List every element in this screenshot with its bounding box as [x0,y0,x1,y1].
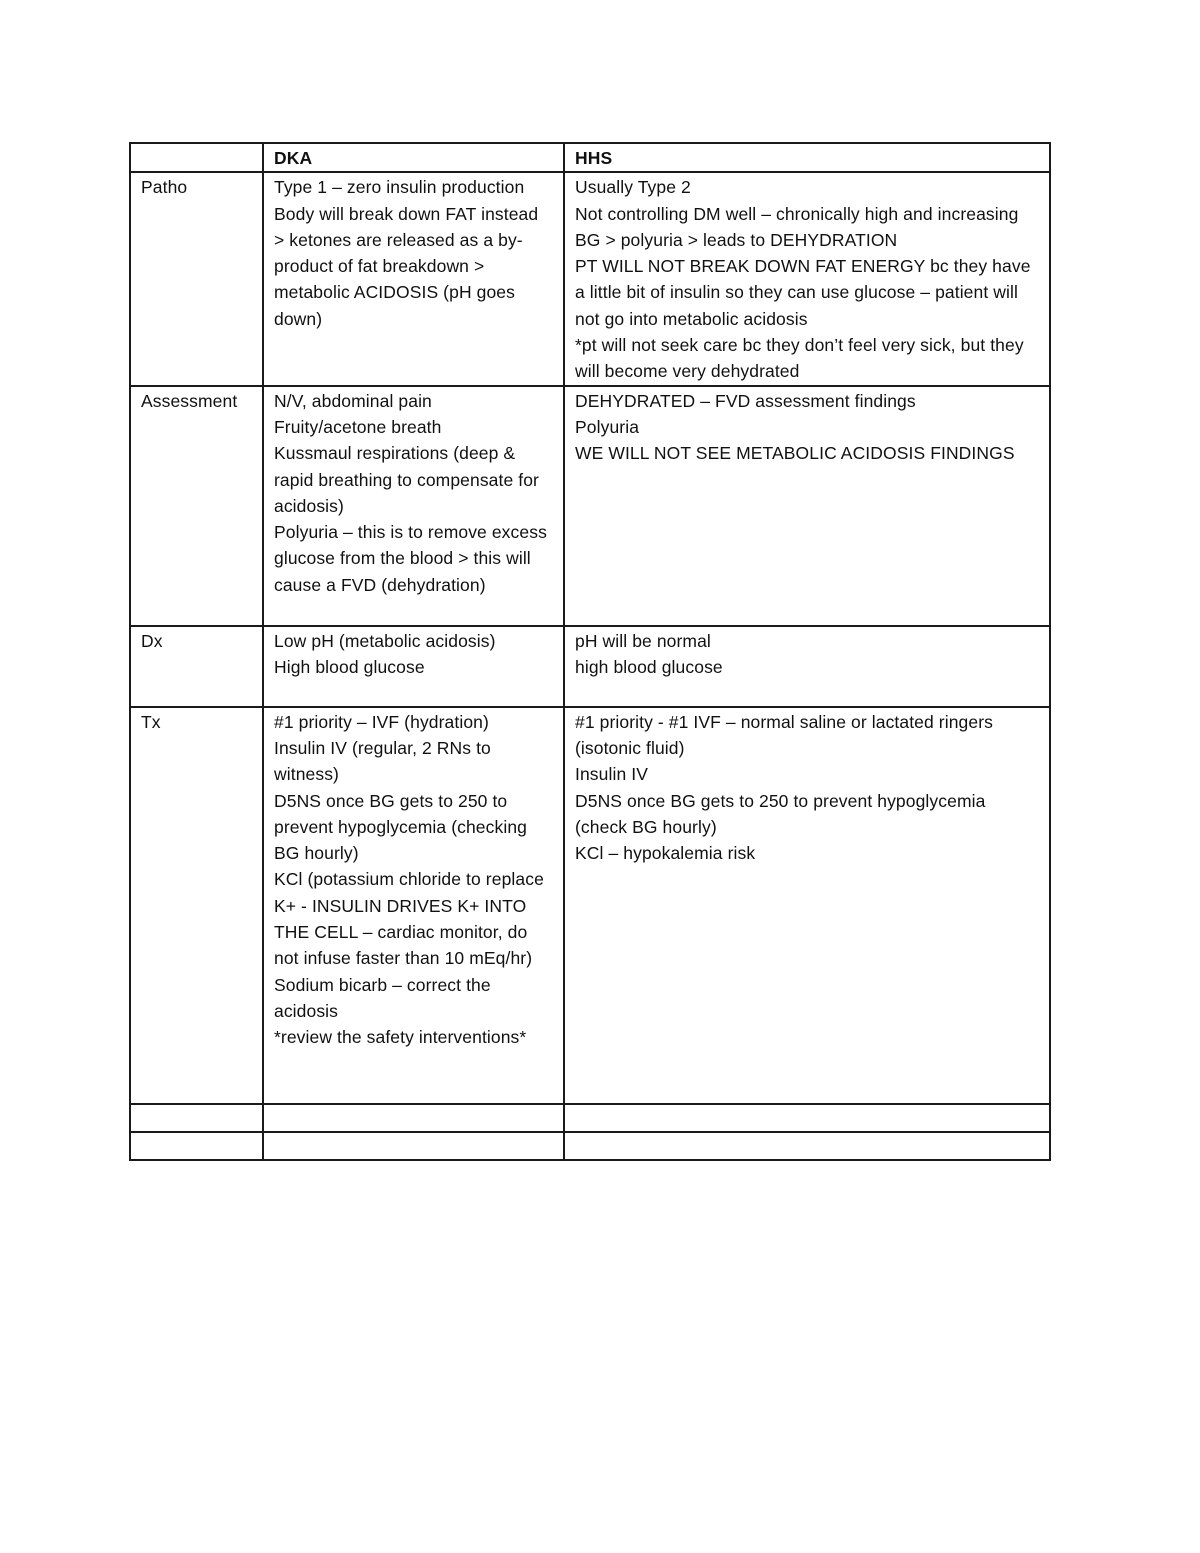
tx-hhs-line: Insulin IV [575,764,648,785]
tx-dka-cell [263,707,564,1104]
assessment-hhs-line: DEHYDRATED – FVD assessment findings [575,390,916,411]
table-row-dx [130,626,1050,707]
tx-dka-line: #1 priority – IVF (hydration) [274,711,489,732]
assessment-dka-line: Kussmaul respirations (deep & rapid breathing to compensate for acidosis) [274,443,539,516]
patho-dka-line: Type 1 – zero insulin production [274,177,525,198]
tx-hhs-line: D5NS once BG gets to 250 to prevent hypoglycemia (check BG hourly) [575,790,986,837]
dx-hhs-line: pH will be normal [575,630,711,651]
tx-hhs-cell [564,707,1050,1104]
row-label-patho: Patho [130,172,263,385]
dx-hhs-cell [564,626,1050,707]
row-label-tx: Tx [130,707,263,1104]
patho-hhs-line: PT WILL NOT BREAK DOWN FAT ENERGY bc they have a little bit of insulin so they can use glucose – patient will not go into metabolic acidosis [575,256,1031,329]
tx-dka-line: Insulin IV (regular, 2 RNs to witness) [274,737,491,785]
header-dka: DKA [263,143,564,172]
table-header-row [130,143,1050,172]
assessment-dka-line: Fruity/acetone breath [274,416,442,437]
assessment-dka-line: Polyuria – this is to remove excess glucose from the blood > this will cause a FVD (dehydration) [274,522,547,595]
assessment-hhs-line: WE WILL NOT SEE METABOLIC ACIDOSIS FINDINGS [575,443,1015,464]
patho-dka-cell [263,172,564,385]
header-hhs: HHS [564,143,1050,172]
tx-hhs-line: KCl – hypokalemia risk [575,843,756,864]
patho-hhs-cell [564,172,1050,385]
patho-hhs-line: Usually Type 2 [575,177,691,198]
dx-hhs-line: high blood glucose [575,656,723,677]
empty-cell [263,1132,564,1160]
tx-dka-line: KCl (potassium chloride to replace K+ - INSULIN DRIVES K+ INTO THE CELL – cardiac monitor, do not infuse faster than 10 mEq/hr) [274,869,544,969]
table-row-patho [130,172,1050,385]
tx-dka-line: D5NS once BG gets to 250 to prevent hypoglycemia (checking BG hourly) [274,790,527,864]
assessment-hhs-cell [564,386,1050,626]
dx-dka-line: Low pH (metabolic acidosis) [274,630,496,651]
table-row-assessment [130,386,1050,626]
row-label-dx: Dx [130,626,263,707]
empty-cell [130,1104,263,1132]
tx-dka-line: *review the safety interventions* [274,1027,527,1048]
comparison-table [129,142,1051,1161]
dx-dka-line: High blood glucose [274,656,425,677]
empty-cell [564,1132,1050,1160]
patho-dka-line: Body will break down FAT instead > ketones are released as a by-product of fat breakdown > metabolic ACIDOSIS (pH goes down) [274,203,539,329]
table-row-empty [130,1104,1050,1132]
assessment-dka-cell [263,386,564,626]
tx-hhs-line: #1 priority - #1 IVF – normal saline or lactated ringers (isotonic fluid) [575,711,994,758]
patho-hhs-line: Not controlling DM well – chronically high and increasing BG > polyuria > leads to DEHYDRATION [575,203,1019,250]
empty-cell [564,1104,1050,1132]
dx-dka-cell [263,626,564,707]
empty-cell [263,1104,564,1132]
table-row-empty [130,1132,1050,1160]
empty-cell [130,1132,263,1160]
assessment-hhs-line: Polyuria [575,416,640,437]
tx-dka-line: Sodium bicarb – correct the acidosis [274,974,491,1021]
header-blank-cell [130,143,263,172]
patho-hhs-line: *pt will not seek care bc they don’t feel very sick, but they will become very dehydrated [575,335,1024,382]
table-row-tx [130,707,1050,1104]
assessment-dka-line: N/V, abdominal pain [274,390,432,411]
row-label-assessment: Assessment [130,386,263,626]
